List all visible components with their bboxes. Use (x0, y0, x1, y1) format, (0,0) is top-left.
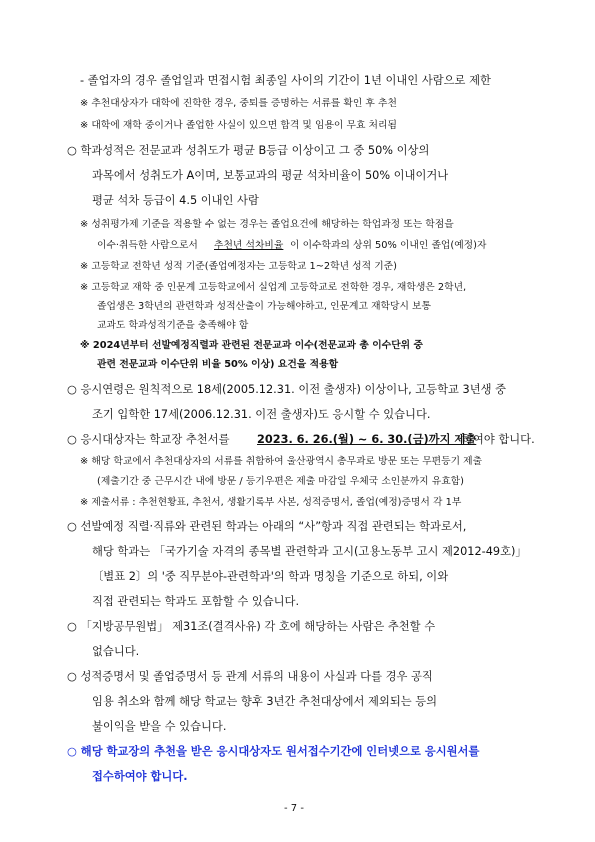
text-line-l14: 관련 전문교과 이수단위 비율 50% 이상) 요건을 적용함 (97, 359, 339, 370)
text-line-l08b: 추천년 석차비율 (214, 240, 284, 251)
text-line-l17c: 하여야 합니다. (462, 433, 535, 446)
text-line-l24: 직접 관련되는 학과도 포함할 수 있습니다. (92, 595, 300, 608)
text-line-l23: 〔별표 2〕의 '중 직무분야-관련학과'의 학과 명칭을 기준으로 하되, 이와 (92, 570, 449, 583)
text-line-l09: ※ 고등학교 전학년 성적 기준(졸업예정자는 고등학교 1~2학년 성적 기준) (80, 261, 397, 272)
text-line-l08a: 이수·취득한 사람으로서 (97, 240, 198, 251)
text-line-l08c: 이 이수학과의 상위 50% 이내인 졸업(예정)자 (290, 240, 487, 251)
text-line-l28: 임용 취소와 함께 해당 학교는 향후 3년간 추천대상에서 제외되는 등의 (92, 695, 438, 708)
text-line-l20: ※ 제출서류 : 추천현황표, 추천서, 생활기록부 사본, 성적증명서, 졸업(예정)증명서 각 1부 (80, 497, 462, 508)
text-line-l01: - 졸업자의 경우 졸업일과 면접시험 최종일 사이의 기간이 1년 이내인 사람으로 제한 (80, 74, 491, 87)
text-line-l26: 없습니다. (92, 645, 140, 658)
text-line-l03: ※ 대학에 재학 중이거나 졸업한 사실이 있으면 합격 및 임용이 무효 처리됨 (80, 120, 397, 131)
text-line-l31: 접수하여야 합니다. (92, 770, 188, 783)
text-line-l06: 평균 석차 등급이 4.5 이내인 사람 (92, 194, 259, 207)
text-line-l04: ○ 학과성적은 전문교과 성취도가 평균 B등급 이상이고 그 중 50% 이상의 (67, 144, 430, 157)
text-line-l17b: 2023. 6. 26.(월) ~ 6. 30.(금)까지 제출 (257, 433, 477, 446)
text-line-l18: ※ 해당 학교에서 추천대상자의 서류를 취합하여 울산광역시 총무과로 방문 또는 무편등기 제출 (80, 456, 483, 467)
text-line-l07: ※ 성취평가제 기준을 적용할 수 없는 경우는 졸업요건에 해당하는 학업과정 또는 학점을 (80, 219, 454, 230)
text-line-l25: ○ 「지방공무원법」 제31조(결격사유) 각 호에 해당하는 사람은 추천할 수 (67, 620, 436, 633)
text-line-l22: 해당 학과는 「국가기술 자격의 종목별 관련학과 고시(고용노동부 고시 제2012-49호)」 (92, 545, 527, 558)
text-line-l13: ※ 2024년부터 선발예정직렬과 관련된 전문교과 이수(전문교과 총 이수단위 중 (80, 340, 424, 351)
text-line-l19: (제출기간 중 근무시간 내에 방문 / 등기우편은 제출 마감일 우체국 소인분까지 유효함) (97, 476, 464, 487)
text-line-l29: 불이익을 받을 수 있습니다. (92, 720, 227, 733)
text-line-l32: - 7 - (284, 803, 304, 814)
text-line-l12: 교과도 학과성적기준을 충족해야 함 (97, 320, 249, 331)
text-line-l10: ※ 고등학교 재학 중 인문계 고등학교에서 실업계 고등학교로 전학한 경우, 재학생은 2학년, (80, 282, 467, 293)
text-line-l27: ○ 성적증명서 및 졸업증명서 등 관계 서류의 내용이 사실과 다를 경우 공직 (67, 670, 433, 683)
text-line-l16: 조기 입학한 17세(2006.12.31. 이전 출생자)도 응시할 수 있습니다. (92, 408, 431, 421)
text-line-l15: ○ 응시연령은 원칙적으로 18세(2005.12.31. 이전 출생자) 이상이나, 고등학교 3년생 중 (67, 383, 507, 396)
text-line-l02: ※ 추천대상자가 대학에 진학한 경우, 중퇴를 증명하는 서류를 확인 후 추천 (80, 98, 397, 109)
text-line-l17a: ○ 응시대상자는 학교장 추천서를 (67, 433, 230, 446)
text-line-l11: 졸업생은 3학년의 관련학과 성적산출이 가능해야하고, 인문계고 재학당시 보통 (97, 301, 431, 312)
text-line-l30: ○ 해당 학교장의 추천을 받은 응시대상자도 원서접수기간에 인터넷으로 응시원서를 (67, 745, 480, 758)
text-line-l21: ○ 선발예정 직렬·직류와 관련된 학과는 아래의 “사”항과 직접 관련되는 학과로서, (67, 520, 467, 533)
text-line-l05: 과목에서 성취도가 A이며, 보통교과의 평균 석차비율이 50% 이내이거나 (92, 169, 449, 182)
